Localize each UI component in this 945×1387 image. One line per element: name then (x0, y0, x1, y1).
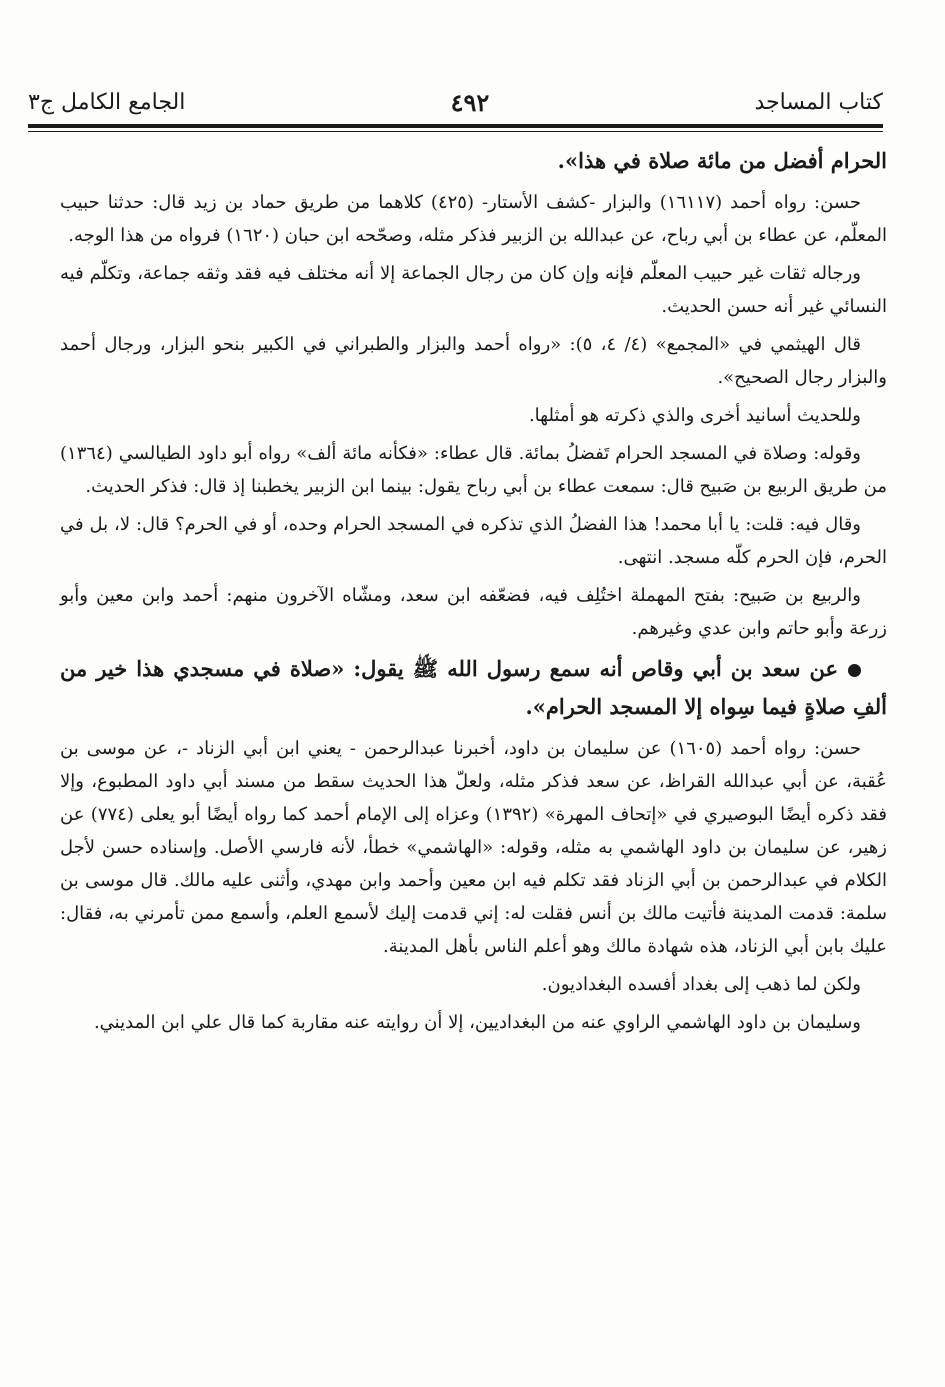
takhrij-paragraph: حسن: رواه أحمد (١٦٠٥) عن سليمان بن داود، أخبرنا عبدالرحمن - يعني ابن أبي الزناد -، عن موسى بن عُقبة، عن أبي عبدالله القراظ، عن سعد فذكر مثله، ولعلّ هذا الحديث سقط من مسند أبي داود المطبوع، وإلا فقد ذكره أيضًا البوصيري في «إتحاف المهرة» (١٣٩٢) وعزاه إلى الإمام أحمد كما رواه أيضًا أبو يعلى (٧٧٤) عن زهير، عن سليمان بن داود الهاشمي به مثله، وقوله: «الهاشمي» خطأ، لأنه فارسي الأصل. وإسناده حسن لأجل الكلام في عبدالرحمن بن أبي الزناد فقد تكلم فيه ابن معين وأحمد وابن مهدي، وأثنى عليه مالك. قال موسى بن سلمة: قدمت المدينة فأتيت مالك بن أنس فقلت له: إني قدمت إليك لأسمع العلم، وأسمع ممن تأمرني به، فقال: عليك بابن أبي الزناد، هذه شهادة مالك وهو أعلم الناس بأهل المدينة. (60, 738, 887, 957)
commentary-paragraph: وللحديث أسانيد أخرى والذي ذكرته هو أمثلها. (528, 405, 861, 426)
page-body (60, 142, 887, 1044)
commentary-paragraph: ورجاله ثقات غير حبيب المعلّم فإنه وإن كان من رجال الجماعة إلا أنه مختلف فيه فقد وثقه جماعة، وتكلّم فيه النسائي غير أنه حسن الحديث. (60, 263, 887, 317)
chapter-title: كتاب المساجد (754, 89, 883, 115)
book-title: الجامع الكامل ج٣ (28, 89, 186, 115)
bullet-marker (848, 664, 861, 677)
page-number: ٤٩٢ (450, 87, 490, 117)
header-rule-thick (28, 124, 883, 128)
commentary-paragraph: وقوله: وصلاة في المسجد الحرام تَفضلُ بمائة. قال عطاء: «فكأنه مائة ألف» رواه أبو داود الطيالسي (١٣٦٤) من طريق الربيع بن صَبيح قال: سمعت عطاء بن أبي رباح يقول: بينما ابن الزبير يخطبنا إذ قال: فذكر الحديث. (60, 443, 887, 497)
hadith-paragraph (60, 650, 887, 726)
commentary-paragraph: ولكن لما ذهب إلى بغداد أفسده البغداديون. (541, 974, 861, 995)
commentary-paragraph: وقال فيه: قلت: يا أبا محمد! هذا الفضلُ الذي تذكره في المسجد الحرام وحده، أو في الحرم؟ قال: لا، بل في الحرم، فإن الحرم كلّه مسجد. انتهى. (60, 514, 887, 568)
hadith-text: عن سعد بن أبي وقاص أنه سمع رسول الله ﷺ يقول: «صلاة في مسجدي هذا خير من ألفِ صلاةٍ فيما سِواه إلا المسجد الحرام». (60, 656, 887, 719)
hadith-text-continued: الحرام أفضل من مائة صلاة في هذا». (557, 148, 887, 173)
running-header (28, 82, 883, 122)
commentary-paragraph: قال الهيثمي في «المجمع» (٤/ ٤، ٥): «رواه أحمد والبزار والطبراني في الكبير بنحو البزار، ورجال أحمد والبزار رجال الصحيح». (60, 334, 887, 388)
takhrij-paragraph: حسن: رواه أحمد (١٦١١٧) والبزار -كشف الأستار- (٤٢٥) كلاهما من طريق حماد بن زيد قال: حدثنا حبيب المعلّم، عن عطاء بن أبي رباح، عن عبدالله بن الزبير فذكر مثله، وصحّحه ابن حبان (١٦٢٠) فرواه من هذا الوجه. (60, 192, 887, 246)
commentary-paragraph: وسليمان بن داود الهاشمي الراوي عنه من البغداديين، إلا أن روايته عنه مقاربة كما قال علي ابن المديني. (93, 1012, 861, 1033)
commentary-paragraph: والربيع بن صَبيح: بفتح المهملة اختُلِف فيه، فضعّفه ابن سعد، ومشّاه الآخرون منهم: أحمد وابن معين وأبو زرعة وأبو حاتم وابن عدي وغيرهم. (60, 585, 887, 639)
header-rule-thin (28, 131, 883, 132)
